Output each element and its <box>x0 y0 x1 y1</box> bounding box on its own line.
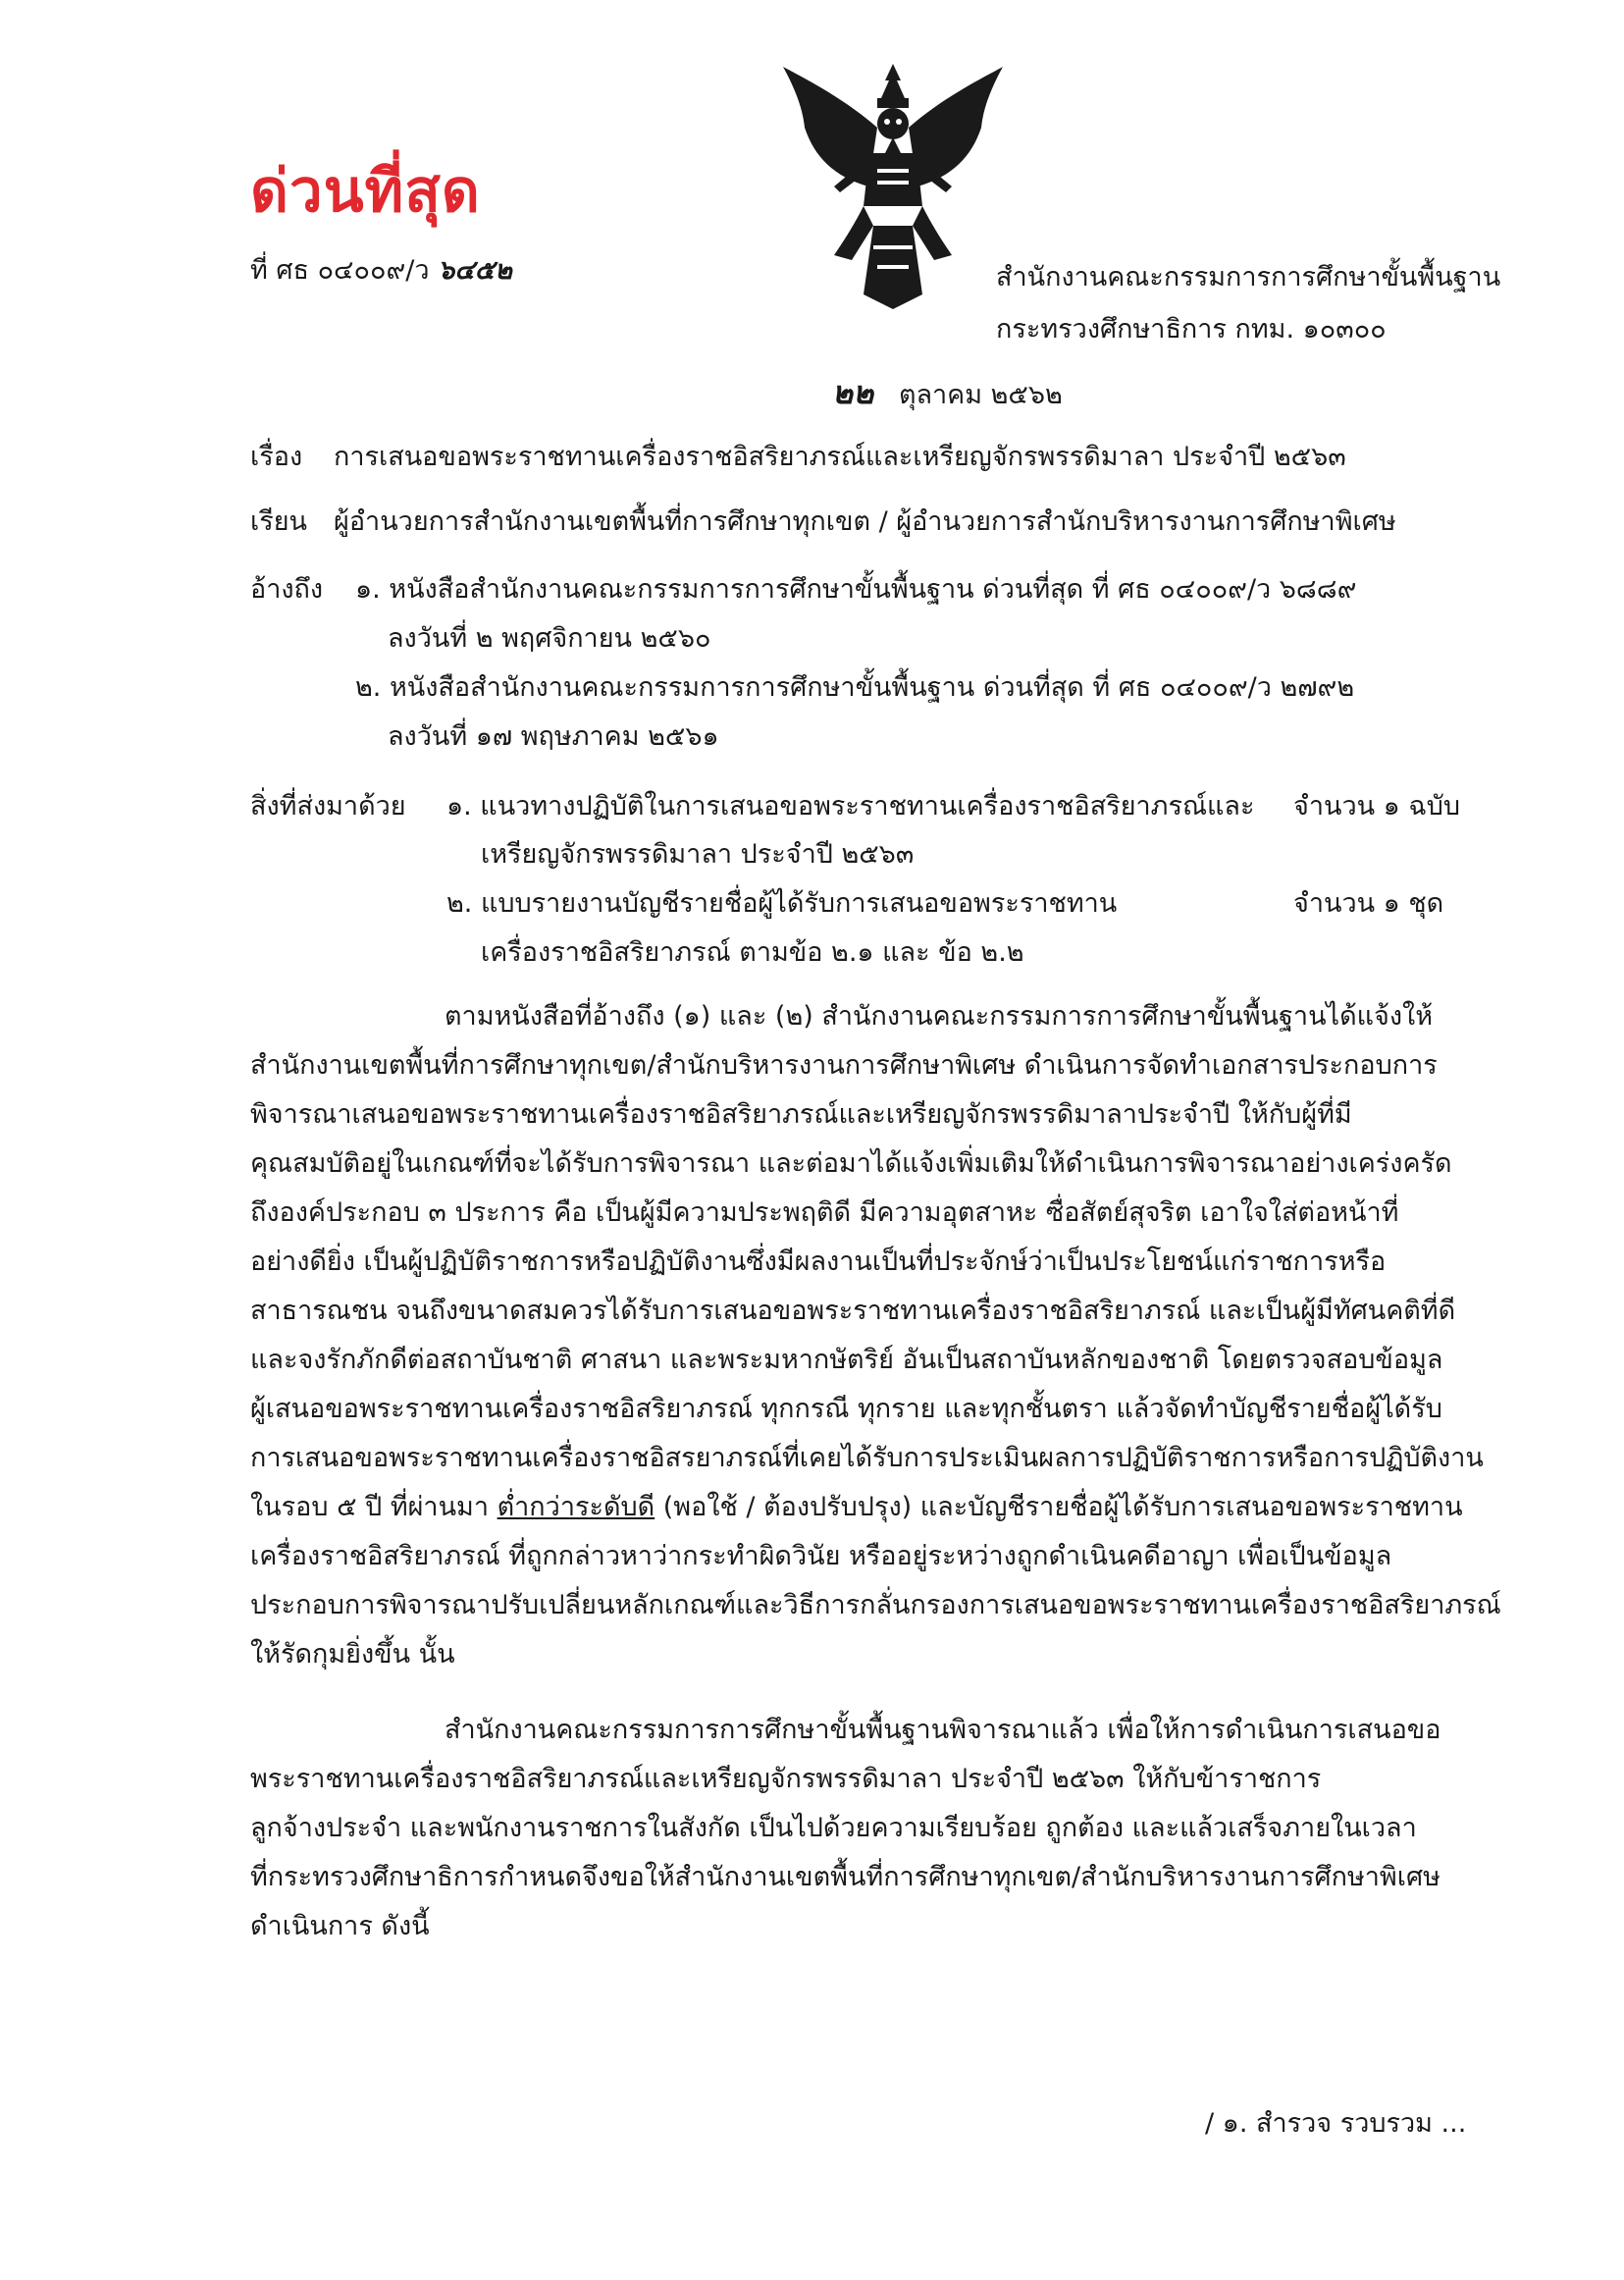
reference-2-line1: ๒. หนังสือสำนักงานคณะกรรมการการศึกษาขั้นพื้นฐาน ด่วนที่สุด ที่ ศธ ๐๔๐๐๙/ว ๒๗๙๒ <box>355 672 1355 703</box>
paragraph-1-l11-start: ในรอบ ๕ ปี ที่ผ่านมา <box>250 1492 498 1522</box>
date-day-handwritten: ๒๒ <box>832 374 874 411</box>
letter-date <box>832 375 1063 413</box>
enclosure-2-quantity: จำนวน ๑ ชุด <box>1293 888 1444 919</box>
paragraph-1-line: ผู้เสนอขอพระราชทานเครื่องราชอิสริยาภรณ์ ทุกกรณี ทุกราย และทุกชั้นตรา แล้วจัดทำบัญชีรายชื่อผู้ได้รับ <box>250 1394 1442 1424</box>
paragraph-2-line: ลูกจ้างประจำ และพนักงานราชการในสังกัด เป็นไปด้วยความเรียบร้อย ถูกต้อง และแล้วเสร็จภายในเวลา <box>250 1813 1417 1843</box>
paragraph-1-line: ให้รัดกุมยิ่งขึ้น นั้น <box>250 1639 455 1670</box>
enclosure-1-quantity: จำนวน ๑ ฉบับ <box>1293 791 1461 822</box>
paragraph-1-line: อย่างดียิ่ง เป็นผู้ปฏิบัติราชการหรือปฏิบัติงานซึ่งมีผลงานเป็นที่ประจักษ์ว่าเป็นประโยชน์แก่ราชการหรือ <box>250 1246 1387 1277</box>
paragraph-1-line: สาธารณชน จนถึงขนาดสมควรได้รับการเสนอขอพระราชทานเครื่องราชอิสริยาภรณ์ และเป็นผู้มีทัศนคติที่ดี <box>250 1296 1456 1326</box>
enclosures-label: สิ่งที่ส่งมาด้วย <box>250 791 406 822</box>
paragraph-1-line: พิจารณาเสนอขอพระราชทานเครื่องราชอิสริยาภรณ์และเหรียญจักรพรรดิมาลาประจำปี ให้กับผู้ที่มี <box>250 1099 1352 1130</box>
reference-1-line2: ลงวันที่ ๒ พฤศจิกายน ๒๕๖๐ <box>388 623 711 654</box>
paragraph-1-line: การเสนอขอพระราชทานเครื่องราชอิสรยาภรณ์ที่เคยได้รับการประเมินผลการปฏิบัติราชการหรือการปฏิบัติงาน <box>250 1443 1484 1473</box>
underlined-rating-text: ต่ำกว่าระดับดี <box>497 1492 655 1522</box>
reference-handwritten-number: ๖๔๕๒ <box>438 255 512 286</box>
organization-name: สำนักงานคณะกรรมการการศึกษาขั้นพื้นฐาน <box>996 262 1501 292</box>
reference-2-line2: ลงวันที่ ๑๗ พฤษภาคม ๒๕๖๑ <box>388 721 719 752</box>
continuation-note: / ๑. สำรวจ รวบรวม ... <box>1205 2108 1467 2139</box>
reference-prefix: ที่ ศธ ๐๔๐๐๙/ว <box>250 255 430 286</box>
paragraph-2-line: ดำเนินการ ดังนี้ <box>250 1911 430 1941</box>
paragraph-1-line: เครื่องราชอิสริยาภรณ์ ที่ถูกกล่าวหาว่ากระทำผิดวินัย หรืออยู่ระหว่างถูกดำเนินคดีอาญา เพื่อเป็นข้อมูล <box>250 1541 1392 1571</box>
recipient-label: เรียน <box>250 506 308 537</box>
paragraph-1-line: ถึงองค์ประกอบ ๓ ประการ คือ เป็นผู้มีความประพฤติดี มีความอุตสาหะ ซื่อสัตย์สุจริต เอาใจใส่ต่อหน้าที่ <box>250 1197 1399 1228</box>
paragraph-1-line: คุณสมบัติอยู่ในเกณฑ์ที่จะได้รับการพิจารณา และต่อมาได้แจ้งเพิ่มเติมให้ดำเนินการพิจารณาอย่างเคร่งครัด <box>250 1148 1452 1179</box>
reference-1-line1: ๑. หนังสือสำนักงานคณะกรรมการการศึกษาขั้นพื้นฐาน ด่วนที่สุด ที่ ศธ ๐๔๐๐๙/ว ๖๘๘๙ <box>355 574 1357 605</box>
enclosure-1-line2: เหรียญจักรพรรดิมาลา ประจำปี ๒๕๖๓ <box>481 839 915 870</box>
enclosure-2-line1: ๒. แบบรายงานบัญชีรายชื่อผู้ได้รับการเสนอขอพระราชทาน <box>446 888 1118 919</box>
paragraph-1-line: ประกอบการพิจารณาปรับเปลี่ยนหลักเกณฑ์และวิธีการกลั่นกรองการเสนอขอพระราชทานเครื่องราชอิสริยาภรณ์ <box>250 1590 1501 1620</box>
paragraph-1-line <box>250 1490 1463 1525</box>
garuda-emblem-icon <box>775 59 1011 314</box>
paragraph-1-line: ตามหนังสือที่อ้างถึง (๑) และ (๒) สำนักงานคณะกรรมการการศึกษาขั้นพื้นฐานได้แจ้งให้ <box>445 1001 1434 1032</box>
paragraph-2-line: พระราชทานเครื่องราชอิสริยาภรณ์และเหรียญจักรพรรดิมาลา ประจำปี ๒๕๖๓ ให้กับข้าราชการ <box>250 1764 1322 1794</box>
paragraph-1-line: สำนักงานเขตพื้นที่การศึกษาทุกเขต/สำนักบริหารงานการศึกษาพิเศษ ดำเนินการจัดทำเอกสารประกอบการ <box>250 1050 1438 1081</box>
paragraph-1-line: และจงรักภักดีต่อสถาบันชาติ ศาสนา และพระมหากษัตริย์ อันเป็นสถาบันหลักของชาติ โดยตรวจสอบข้อมูล <box>250 1345 1443 1375</box>
reference-number <box>250 253 512 289</box>
organization-address: กระทรวงศึกษาธิการ กทม. ๑๐๓๐๐ <box>996 314 1387 345</box>
paragraph-2-line: สำนักงานคณะกรรมการการศึกษาขั้นพื้นฐานพิจารณาแล้ว เพื่อให้การดำเนินการเสนอขอ <box>445 1715 1441 1745</box>
enclosure-1-line1: ๑. แนวทางปฏิบัติในการเสนอขอพระราชทานเครื่องราชอิสริยาภรณ์และ <box>446 791 1255 822</box>
subject-label: เรื่อง <box>250 442 303 472</box>
references-label: อ้างถึง <box>250 574 324 605</box>
subject-text: การเสนอขอพระราชทานเครื่องราชอิสริยาภรณ์และเหรียญจักรพรรดิมาลา ประจำปี ๒๕๖๓ <box>334 442 1346 472</box>
date-month-year: ตุลาคม ๒๕๖๒ <box>898 380 1063 410</box>
enclosure-2-line2: เครื่องราชอิสริยาภรณ์ ตามข้อ ๒.๑ และ ข้อ ๒.๒ <box>481 937 1024 968</box>
recipient-text: ผู้อำนวยการสำนักงานเขตพื้นที่การศึกษาทุกเขต / ผู้อำนวยการสำนักบริหารงานการศึกษาพิเศษ <box>334 506 1396 537</box>
paragraph-1-l11-end: (พอใช้ / ต้องปรับปรุง) และบัญชีรายชื่อผู้ได้รับการเสนอขอพระราชทาน <box>655 1492 1463 1522</box>
paragraph-2-line: ที่กระทรวงศึกษาธิการกำหนดจึงขอให้สำนักงานเขตพื้นที่การศึกษาทุกเขต/สำนักบริหารงานการศึกษาพิเศษ <box>250 1862 1441 1892</box>
urgency-stamp: ด่วนที่สุด <box>250 157 481 226</box>
